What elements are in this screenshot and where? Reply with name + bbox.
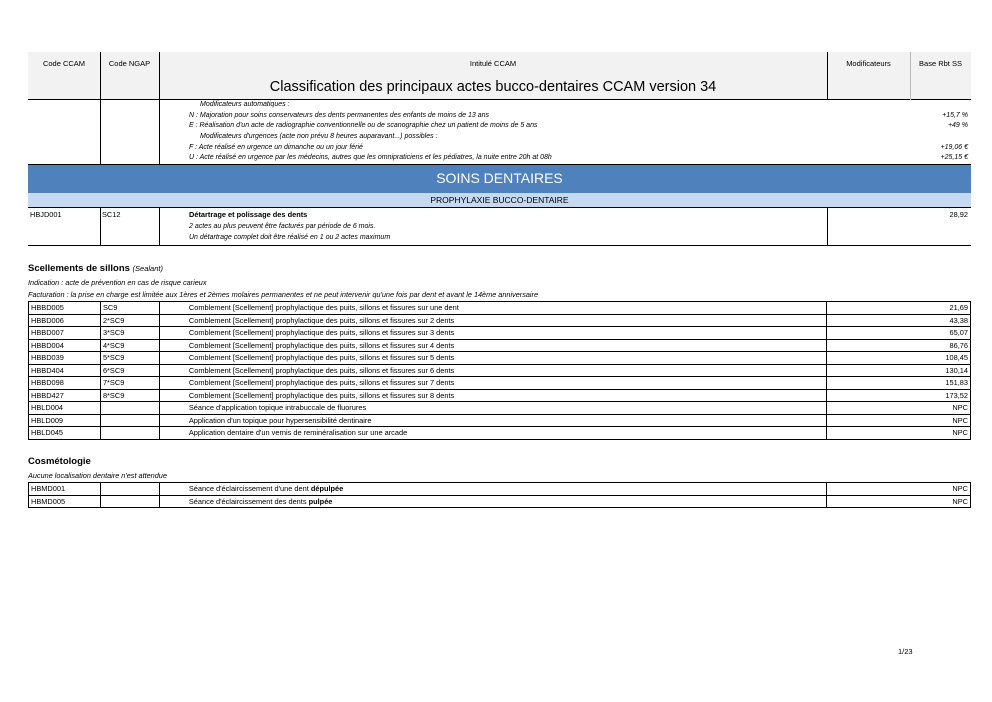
code-ccam-cell: HBBD098 (29, 377, 101, 390)
cosmetologie-title: Cosmétologie (28, 456, 91, 467)
code-ngap-cell: 4*SC9 (100, 339, 159, 352)
code-ccam-cell: HBLD004 (29, 402, 101, 415)
modifier-e-text: E : Réalisation d'un acte de radiographie conventionnelle ou de scanographie chez un patient de moins de 5 ans (189, 122, 538, 129)
modifiers-urgence-title: Modificateurs d'urgences (acte non prévu 8 heures auparavant...) possibles : (200, 133, 438, 140)
label-prefix: Séance d'éclaircissement des dents (188, 496, 309, 506)
header-base-rbt: Base Rbt SS (919, 59, 962, 68)
table-row (29, 352, 971, 365)
label-cell: Comblement [Scellement] prophylactique des puits, sillons et fissures sur une dent (159, 302, 826, 315)
code-ccam-cell: HBMD005 (29, 495, 101, 508)
code-ngap-cell: SC9 (100, 302, 159, 315)
value-cell: NPC (827, 402, 971, 415)
subsection-banner-title: PROPHYLAXIE BUCCO-DENTAIRE (430, 195, 569, 205)
code-ccam-cell: HBLD009 (29, 414, 101, 427)
code-ngap-cell: 2*SC9 (100, 314, 159, 327)
table-row (29, 389, 971, 402)
cosmetologie-table (28, 482, 971, 508)
code-ccam-cell: HBBD427 (29, 389, 101, 402)
value-cell: NPC (827, 495, 971, 508)
value-cell: NPC (827, 427, 971, 440)
modifier-u-text: U : Acte réalisé en urgence par les médecins, autres que les omnipraticiens et les pédiatres, la nuite entre 20h at 08h (189, 154, 552, 161)
header-code-ngap: Code NGAP (108, 59, 151, 68)
modifier-f-value: +19,06 € (940, 144, 968, 151)
label-cell: Comblement [Scellement] prophylactique des puits, sillons et fissures sur 6 dents (159, 364, 826, 377)
code-ccam-cell: HBBD004 (29, 339, 101, 352)
label-bold: dépulpée (310, 484, 344, 494)
table-row (29, 314, 971, 327)
value-cell: 43,38 (827, 314, 971, 327)
code-ccam-cell: HBBD404 (29, 364, 101, 377)
modifier-n-value: +15,7 % (942, 112, 968, 119)
value-cell: 151,83 (827, 377, 971, 390)
label-cell: Comblement [Scellement] prophylactique des puits, sillons et fissures sur 8 dents (159, 389, 826, 402)
code-ngap-cell (100, 414, 159, 427)
subsection-banner (28, 193, 971, 208)
label-cell (159, 483, 826, 496)
code-ccam-cell: HBMD001 (29, 483, 101, 496)
value-cell: 108,45 (827, 352, 971, 365)
label-cell: Application dentaire d'un vernis de reminéralisation sur une arcade (159, 427, 826, 440)
table-row (29, 377, 971, 390)
table-row (29, 414, 971, 427)
detartrage-ngap: SC12 (102, 210, 121, 219)
code-ngap-cell: 8*SC9 (100, 389, 159, 402)
value-cell: NPC (827, 483, 971, 496)
table-row (29, 427, 971, 440)
label-cell: Application d'un topique pour hypersensibilité dentinaire (159, 414, 826, 427)
col-sep-1 (100, 52, 101, 164)
code-ngap-cell (100, 495, 159, 508)
code-ccam-cell: HBBD007 (29, 327, 101, 340)
code-ngap-cell (100, 427, 159, 440)
label-cell: Comblement [Scellement] prophylactique des puits, sillons et fissures sur 2 dents (159, 314, 826, 327)
code-ngap-cell: 7*SC9 (100, 377, 159, 390)
label-bold: pulpée (308, 496, 333, 506)
label-cell: Comblement [Scellement] prophylactique des puits, sillons et fissures sur 4 dents (159, 339, 826, 352)
label-cell: Comblement [Scellement] prophylactique des puits, sillons et fissures sur 3 dents (159, 327, 826, 340)
value-cell: 86,76 (827, 339, 971, 352)
header-code-ccam: Code CCAM (42, 59, 86, 68)
detartrage-sep-2 (159, 208, 160, 245)
value-cell: 130,14 (827, 364, 971, 377)
table-row (29, 483, 971, 496)
label-cell (159, 495, 826, 508)
detartrage-sep-1 (100, 208, 101, 245)
detartrage-note-1: 2 actes au plus peuvent être facturés par période de 6 mois. (189, 223, 376, 230)
code-ngap-cell: 3*SC9 (100, 327, 159, 340)
detartrage-value: 28,92 (949, 210, 968, 219)
modifier-n-text: N : Majoration pour soins conservateurs des dents permanentes des enfants de moins de 13 ans (189, 112, 490, 119)
page-title: Classification des principaux actes bucco-dentaires CCAM version 34 (269, 79, 717, 95)
header-bottom-line (28, 99, 971, 100)
scellements-title: Scellements de sillons (28, 263, 130, 274)
scellements-facturation: Facturation : la prise en charge est limitée aux 1ères et 2èmes molaires permanentes et ne peut intervenir qu'une fois par dent et avant le 14ème anniversaire (28, 290, 539, 299)
table-row (29, 495, 971, 508)
table-row (29, 402, 971, 415)
page-number: 1/23 (898, 647, 913, 656)
code-ccam-cell: HBBD006 (29, 314, 101, 327)
section-banner-title: SOINS DENTAIRES (436, 170, 563, 186)
code-ccam-cell: HBBD039 (29, 352, 101, 365)
modifier-u-value: +25,15 € (940, 154, 968, 161)
modifiers-auto-title: Modificateurs automatiques : (200, 101, 290, 108)
cosmetologie-note: Aucune localisation dentaire n'est attendue (28, 471, 167, 480)
label-cell: Comblement [Scellement] prophylactique des puits, sillons et fissures sur 5 dents (159, 352, 826, 365)
code-ccam-cell: HBBD005 (29, 302, 101, 315)
code-ngap-cell: 6*SC9 (100, 364, 159, 377)
cosmetologie-table-body (29, 483, 971, 508)
label-cell: Comblement [Scellement] prophylactique des puits, sillons et fissures sur 7 dents (159, 377, 826, 390)
scellements-title-suffix: (Sealant) (132, 264, 163, 273)
header-intitule: Intitulé CCAM (469, 59, 517, 68)
value-cell: 65,07 (827, 327, 971, 340)
scellements-table-body (29, 302, 971, 440)
code-ngap-cell (100, 402, 159, 415)
code-ngap-cell (100, 483, 159, 496)
table-row (29, 302, 971, 315)
code-ngap-cell: 5*SC9 (100, 352, 159, 365)
value-cell: NPC (827, 414, 971, 427)
value-cell: 173,52 (827, 389, 971, 402)
scellements-table (28, 301, 971, 440)
section-banner (28, 164, 971, 193)
detartrage-label: Détartrage et polissage des dents (189, 210, 308, 219)
table-row (29, 327, 971, 340)
table-row (29, 364, 971, 377)
col-sep-2 (159, 52, 160, 164)
code-ccam-cell: HBLD045 (29, 427, 101, 440)
label-prefix: Séance d'éclaircissement d'une dent (188, 484, 311, 494)
modifier-e-value: +49 % (947, 122, 968, 129)
value-cell: 21,69 (827, 302, 971, 315)
table-row (29, 339, 971, 352)
scellements-heading (28, 263, 163, 274)
detartrage-note-2: Un détartrage complet doit être réalisé en 1 ou 2 actes maximum (189, 234, 391, 241)
modifier-f-text: F : Acte réalisé en urgence un dimanche ou un jour férié (189, 144, 363, 151)
detartrage-bottom-line (28, 245, 971, 246)
detartrage-ccam: HBJD001 (30, 210, 62, 219)
header-modificateurs: Modificateurs (846, 59, 891, 68)
scellements-indication: Indication : acte de prévention en cas de risque carieux (28, 278, 207, 287)
detartrage-sep-3 (827, 208, 828, 245)
label-cell: Séance d'application topique intrabuccale de fluorures (159, 402, 826, 415)
